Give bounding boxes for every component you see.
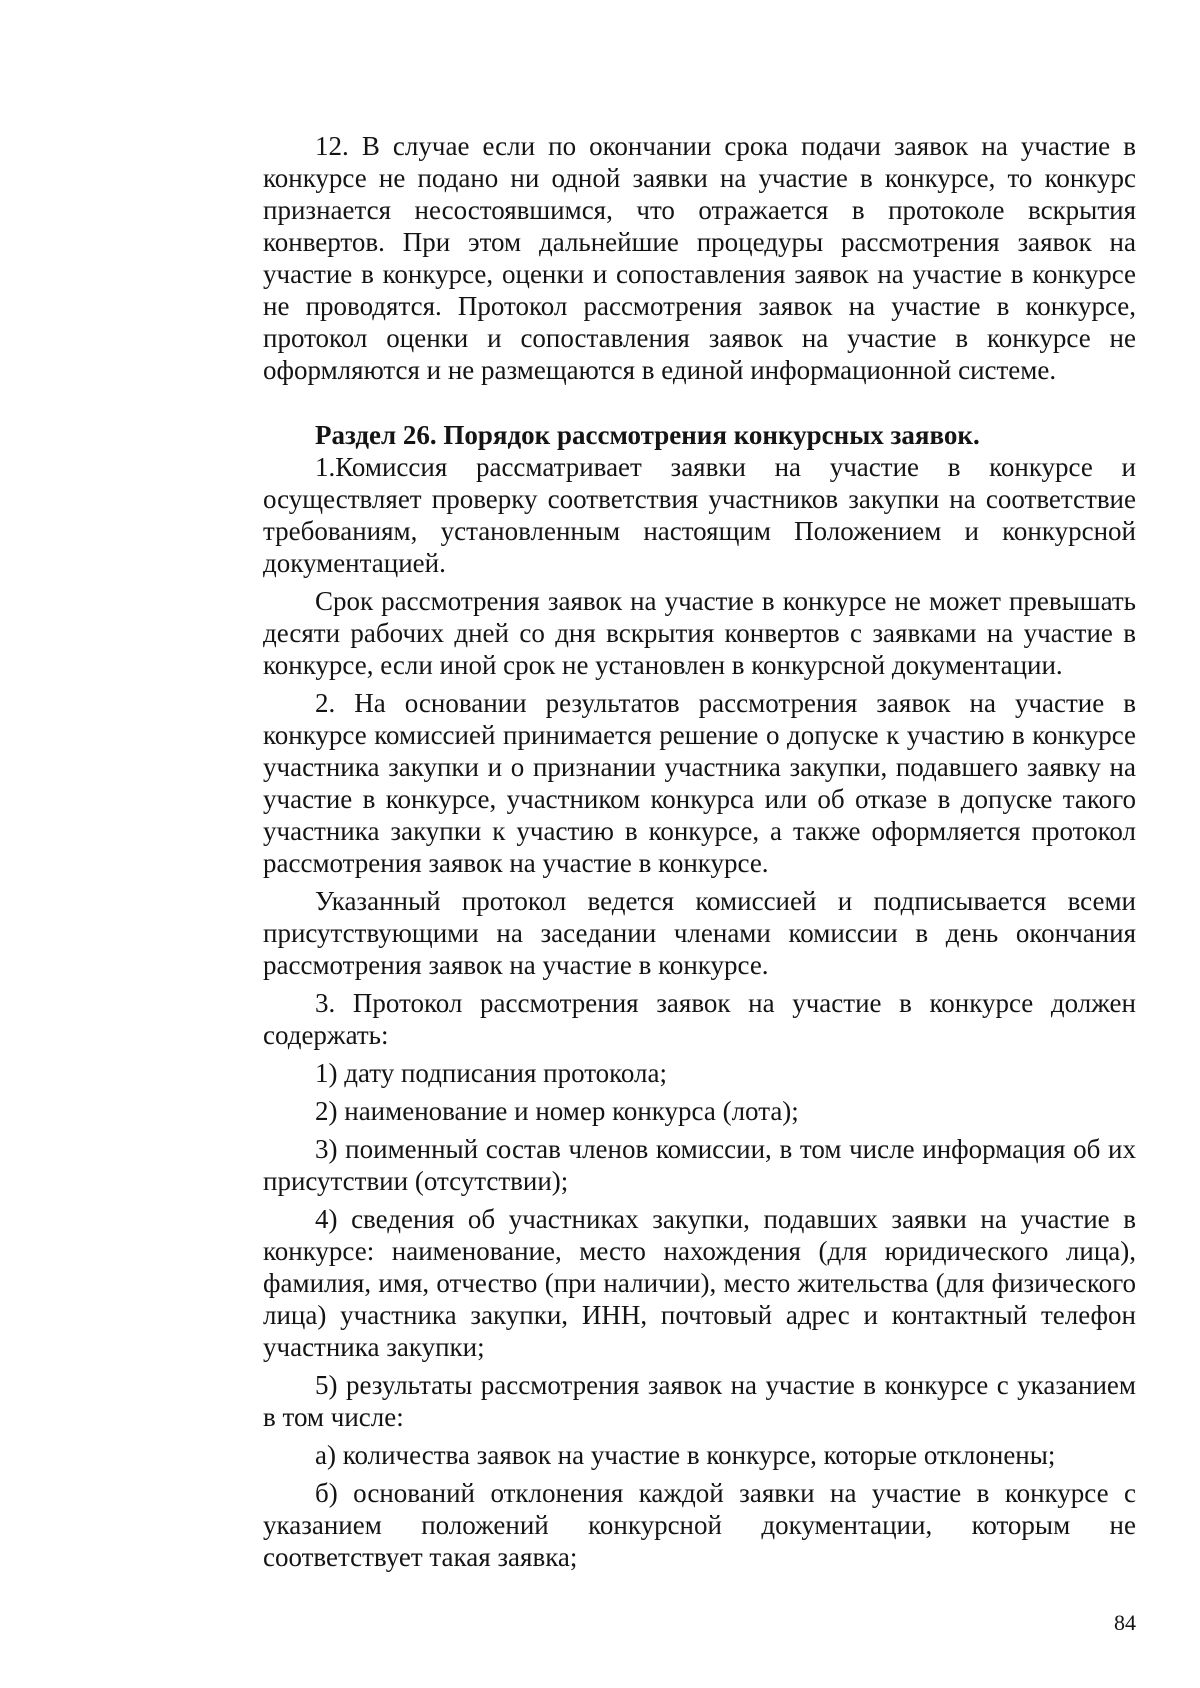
list-item-2-tender-name: 2) наименование и номер конкурса (лота); xyxy=(315,1096,799,1126)
paragraph-2-admission-decision: 2. На основании результатов рассмотрения заявок на участие в конкурсе комиссией принимается решение о допуске к участию в конкурсе участника закупки и о признании участника закупки, подавшего заявку на участие в конкурсе, участником конкурса или об отказе в допуске такого участника закупки к участию в конкурсе, а также оформляется протокол рассмотрения заявок на участие в конкурсе. xyxy=(263,688,1136,878)
list-item-5-review-results: 5) результаты рассмотрения заявок на участие в конкурсе с указанием в том числе: xyxy=(263,1370,1136,1432)
list-item-a-rejected-count: а) количества заявок на участие в конкурсе, которые отклонены; xyxy=(315,1440,1056,1470)
list-item-1-signing-date: 1) дату подписания протокола; xyxy=(315,1058,668,1088)
paragraph-review-term: Срок рассмотрения заявок на участие в конкурсе не может превышать десяти рабочих дней со дня вскрытия конвертов с заявками на участие в конкурсе, если иной срок не установлен в конкурсной документации. xyxy=(263,586,1136,680)
list-item-4-participants-info: 4) сведения об участниках закупки, подавших заявки на участие в конкурсе: наименование, место нахождения (для юридического лица), фамилия, имя, отчество (при наличии), место жительства (для физического лица) участника закупки, ИНН, почтовый адрес и контактный телефон участника закупки; xyxy=(263,1204,1136,1362)
list-item-b-rejection-grounds: б) оснований отклонения каждой заявки на участие в конкурсе с указанием положений конкурсной документации, которым не соответствует такая заявка; xyxy=(263,1478,1136,1572)
paragraph-12-failed-tender: 12. В случае если по окончании срока подачи заявок на участие в конкурсе не подано ни одной заявки на участие в конкурсе, то конкурс признается несостоявшимся, что отражается в протоколе вскрытия конвертов. При этом дальнейшие процедуры рассмотрения заявок на участие в конкурсе, оценки и сопоставления заявок на участие в конкурсе не проводятся. Протокол рассмотрения заявок на участие в конкурсе, протокол оценки и сопоставления заявок на участие в конкурсе не оформляются и не размещаются в единой информационной системе. xyxy=(263,131,1136,385)
paragraph-protocol-signing: Указанный протокол ведется комиссией и подписывается всеми присутствующими на заседании членами комиссии в день окончания рассмотрения заявок на участие в конкурсе. xyxy=(263,886,1136,980)
page-number: 84 xyxy=(1114,1610,1136,1635)
list-item-3-commission-members: 3) поименный состав членов комиссии, в том числе информация об их присутствии (отсутствии); xyxy=(263,1134,1136,1196)
paragraph-1-commission-review: 1.Комиссия рассматривает заявки на участие в конкурсе и осуществляет проверку соответствия участников закупки на соответствие требованиям, установленным настоящим Положением и конкурсной документацией. xyxy=(263,452,1136,578)
document-body xyxy=(263,130,1136,1573)
paragraph-3-protocol-contents: 3. Протокол рассмотрения заявок на участие в конкурсе должен содержать: xyxy=(263,988,1136,1050)
section-heading-26: Раздел 26. Порядок рассмотрения конкурсных заявок. xyxy=(315,420,980,450)
